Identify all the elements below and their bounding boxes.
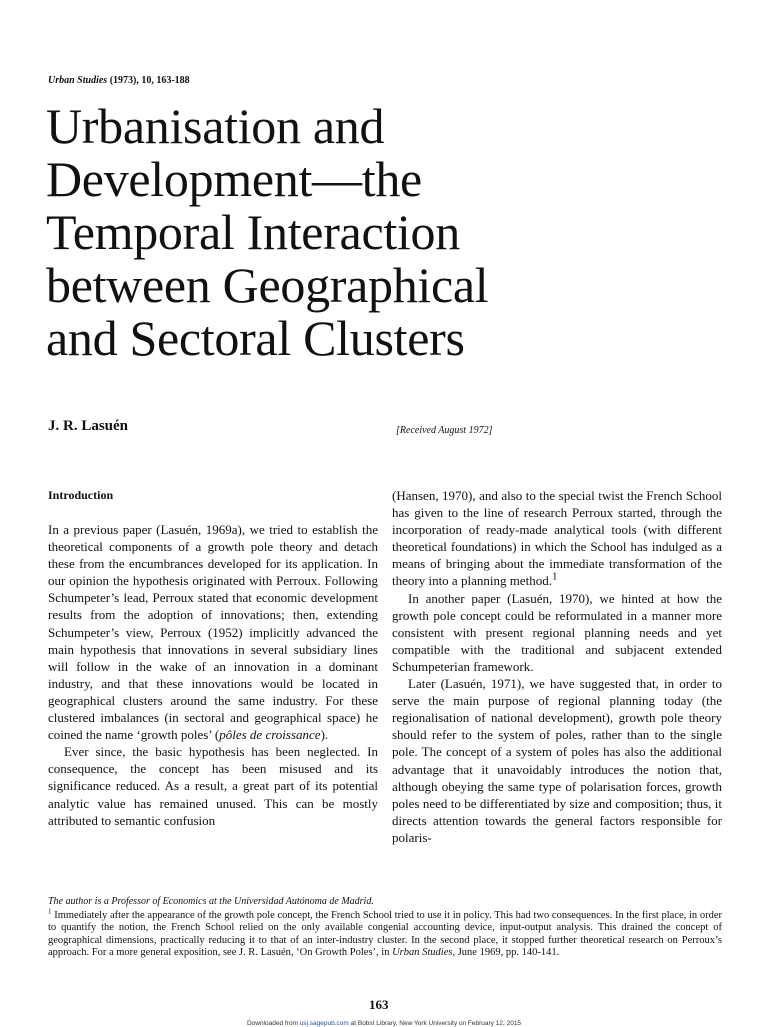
paragraph-text: (Hansen, 1970), and also to the special twist the French School has given to the line of research Perroux started, through the incorporation of ready-made analytical tools (with different theoretical foundations) in which the School has indulged as a means of bringing about the immediate transformation of the theory into a planning method. — [392, 488, 722, 589]
source-link[interactable]: usj.sagepub.com — [299, 1020, 349, 1027]
download-suffix: at Bobst Library, New York University on February 12, 2015 — [348, 1020, 522, 1027]
page-number: 163 — [369, 997, 389, 1012]
paragraph — [48, 521, 378, 743]
footnote-text: Immediately after the appearance of the growth pole concept, the French School tried to use it in policy. This had two consequences. In the first place, in order to quantify the notion, the French School relied on the only available congenial accounting device, input-output analysis. This drained the concept of geographical dimensions, practically reducing it to that of an inter-industry cluster. In the second place, it stopped further theoretical research on Perroux’s approach. For a more general exposition, see J. R. Lasuén, ‘On Growth Poles’, in — [48, 910, 723, 959]
paragraph-italic: pôles de croissance — [219, 727, 321, 743]
footnote-journal: Urban Studies — [392, 947, 453, 959]
paragraph-text-end: ). — [320, 727, 329, 743]
title-line: and Sectoral Clusters — [46, 310, 465, 366]
journal-name: Urban Studies — [48, 75, 108, 86]
title-line: Urbanisation and — [46, 98, 385, 154]
paragraph — [392, 487, 722, 590]
author-affiliation-note: The author is a Professor of Economics at the Universidad Autónoma de Madrid. — [48, 896, 374, 907]
title-line: Development—the — [46, 151, 422, 207]
download-prefix: Downloaded from — [246, 1020, 300, 1027]
title-line: Temporal Interaction — [46, 204, 460, 260]
right-column — [392, 487, 722, 846]
section-heading: Introduction — [48, 488, 114, 502]
footnote-number: 1 — [48, 907, 52, 916]
paragraph: Later (Lasuén, 1971), we have suggested that, in order to serve the main purpose of regional planning today (the regionalisation of national development), growth pole theory should refer to the system of poles, rather than to the single pole. The concept of a system of poles has also the additional advantage that it unavoidably introduces the notion that, although obeying the same type of polarisation forces, growth poles need to be differentiated by size and composition; thus, it directs attention towards the general factors responsible for polaris- — [392, 676, 722, 845]
title-line: between Geographical — [46, 257, 489, 313]
footnote-marker: 1 — [551, 571, 558, 584]
article-title — [46, 100, 606, 365]
paragraph-text: In a previous paper (Lasuén, 1969a), we tried to establish the theoretical components of a growth pole theory and detach these from the encumbrances developed for its application. In our opinion the hypothesis originated with Perroux. Following Schumpeter’s lead, Perroux stated that economic development results from the adoption of innovations; then, extending Schumpeter’s view, Perroux (1952) implicitly advanced the main hypothesis that innovations in several subsidiary lines will follow in the wake of an innovation in a dominant industry, and that these innovations would be located in geographical clusters around the same industry. For these clustered imbalances (in sectoral and geographical space) he coined the name ‘growth poles’ ( — [48, 522, 378, 743]
received-date: [Received August 1972] — [396, 425, 493, 436]
author-name: J. R. Lasuén — [48, 418, 129, 434]
footnote — [48, 907, 723, 960]
paragraph: Ever since, the basic hypothesis has been neglected. In consequence, the concept has been misused and its significance reduced. As a result, a great part of its potential analytic value has remained unused. This can be mostly attributed to semantic confusion — [48, 744, 378, 828]
paragraph: In another paper (Lasuén, 1970), we hinted at how the growth pole concept could be reformulated in a manner more consistent with present regional planning needs and yet compatible with the traditional and subjacent extended Schumpeterian framework. — [392, 590, 722, 674]
journal-details: (1973), 10, 163-188 — [109, 75, 190, 86]
footnote-text-end: , June 1969, pp. 140-141. — [452, 947, 560, 959]
left-column — [48, 487, 378, 829]
journal-citation — [48, 75, 190, 86]
